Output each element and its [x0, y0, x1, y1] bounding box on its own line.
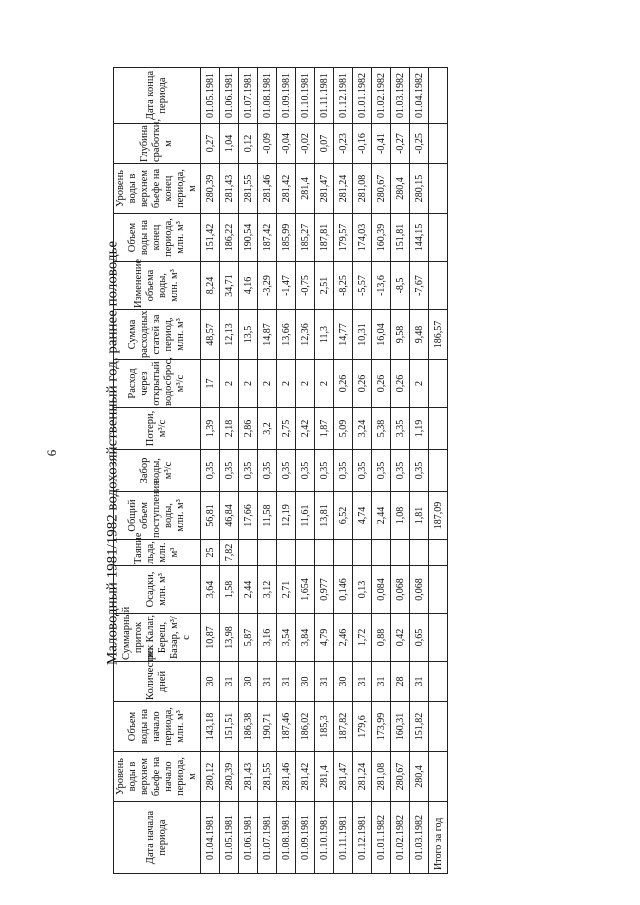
empty-cell	[429, 360, 448, 408]
cell-days: 30	[296, 662, 315, 702]
cell-volume-start: 185,3	[315, 702, 334, 752]
cell-inflow: 2,46	[334, 614, 353, 662]
cell-date-start: 01.09.1981	[296, 802, 315, 874]
column-header-date-start: Дата начала периода	[114, 802, 201, 874]
cell-date-start: 01.11.1981	[334, 802, 353, 874]
cell-volume-end: 144,15	[410, 214, 429, 262]
cell-level-end: 281,24	[334, 164, 353, 214]
cell-level-end: 281,43	[220, 164, 239, 214]
cell-total-inflow: 13,81	[315, 492, 334, 540]
cell-date-end: 01.12.1981	[334, 68, 353, 124]
cell-precip: 0,13	[353, 566, 372, 614]
column-header-precip: Осадки, млн. м³	[114, 566, 201, 614]
cell-volume-end: 186,22	[220, 214, 239, 262]
column-header-volume-end: Объем воды на конец периода, млн. м³	[114, 214, 201, 262]
cell-spillway: 2	[239, 360, 258, 408]
cell-days: 31	[277, 662, 296, 702]
cell-withdrawal: 0,35	[315, 450, 334, 492]
cell-ice	[277, 540, 296, 566]
empty-cell	[429, 662, 448, 702]
cell-date-start: 01.10.1981	[315, 802, 334, 874]
cell-inflow: 13,98	[220, 614, 239, 662]
cell-withdrawal: 0,35	[334, 450, 353, 492]
cell-precip: 0,146	[334, 566, 353, 614]
cell-drawdown: -0,09	[258, 124, 277, 164]
column-header-date-end: Дата конца периода	[114, 68, 201, 124]
cell-volume-start: 160,31	[391, 702, 410, 752]
cell-outflow-sum: 12,36	[296, 310, 315, 360]
cell-volume-start: 186,38	[239, 702, 258, 752]
cell-level-start: 281,47	[334, 752, 353, 802]
cell-volume-end: 187,42	[258, 214, 277, 262]
cell-volume-start: 151,51	[220, 702, 239, 752]
cell-losses: 1,87	[315, 408, 334, 450]
cell-inflow: 0,88	[372, 614, 391, 662]
cell-drawdown: 0,07	[315, 124, 334, 164]
total-label: Итого за год	[429, 802, 448, 874]
total-outflow-value: 186,57	[429, 310, 448, 360]
cell-date-end: 01.11.1981	[315, 68, 334, 124]
cell-level-end: 281,55	[239, 164, 258, 214]
cell-date-end: 01.04.1982	[410, 68, 429, 124]
cell-outflow-sum: 9,48	[410, 310, 429, 360]
cell-volume-change: -7,67	[410, 262, 429, 310]
cell-level-start: 280,4	[410, 752, 429, 802]
cell-date-start: 01.12.1981	[353, 802, 372, 874]
cell-volume-change: -8,25	[334, 262, 353, 310]
cell-withdrawal: 0,35	[220, 450, 239, 492]
cell-drawdown: 1,04	[220, 124, 239, 164]
cell-spillway: 0,26	[372, 360, 391, 408]
column-header-drawdown: Глубина сработки, м	[114, 124, 201, 164]
cell-total-inflow: 1,08	[391, 492, 410, 540]
cell-date-start: 01.06.1981	[239, 802, 258, 874]
cell-precip: 3,64	[201, 566, 220, 614]
cell-spillway: 2	[220, 360, 239, 408]
empty-cell	[429, 68, 448, 124]
cell-days: 30	[334, 662, 353, 702]
cell-inflow: 0,65	[410, 614, 429, 662]
cell-outflow-sum: 14,87	[258, 310, 277, 360]
cell-date-start: 01.04.1981	[201, 802, 220, 874]
total-inflow-value: 187,09	[429, 492, 448, 540]
cell-outflow-sum: 16,04	[372, 310, 391, 360]
cell-level-end: 280,39	[201, 164, 220, 214]
cell-drawdown: 0,27	[201, 124, 220, 164]
cell-volume-end: 187,81	[315, 214, 334, 262]
column-header-total-inflow: Общий объем поступления воды, млн. м³	[114, 492, 201, 540]
cell-total-inflow: 12,19	[277, 492, 296, 540]
cell-total-inflow: 1,81	[410, 492, 429, 540]
cell-level-end: 281,47	[315, 164, 334, 214]
cell-losses: 1,39	[201, 408, 220, 450]
cell-precip: 3,12	[258, 566, 277, 614]
cell-outflow-sum: 9,58	[391, 310, 410, 360]
cell-outflow-sum: 10,31	[353, 310, 372, 360]
cell-inflow: 3,54	[277, 614, 296, 662]
cell-date-end: 01.03.1982	[391, 68, 410, 124]
cell-precip: 2,71	[277, 566, 296, 614]
cell-days: 28	[391, 662, 410, 702]
table-row	[277, 68, 296, 874]
cell-volume-start: 179,6	[353, 702, 372, 752]
cell-volume-start: 186,02	[296, 702, 315, 752]
column-header-volume-change: Изменение объема воды, млн. м³	[114, 262, 201, 310]
cell-withdrawal: 0,35	[201, 450, 220, 492]
cell-outflow-sum: 13,5	[239, 310, 258, 360]
cell-losses: 2,42	[296, 408, 315, 450]
cell-losses: 3,2	[258, 408, 277, 450]
cell-ice	[391, 540, 410, 566]
table-row	[220, 68, 239, 874]
cell-outflow-sum: 13,66	[277, 310, 296, 360]
cell-losses: 3,24	[353, 408, 372, 450]
empty-cell	[429, 164, 448, 214]
cell-total-inflow: 46,84	[220, 492, 239, 540]
empty-cell	[429, 752, 448, 802]
empty-cell	[429, 614, 448, 662]
cell-ice	[239, 540, 258, 566]
cell-ice: 25	[201, 540, 220, 566]
cell-date-end: 01.07.1981	[239, 68, 258, 124]
cell-spillway: 2	[296, 360, 315, 408]
column-header-spillway: Расход через открытый водосброс, м³/с	[114, 360, 201, 408]
cell-date-end: 01.01.1982	[353, 68, 372, 124]
column-header-volume-start: Объем воды на начало периода, млн. м³	[114, 702, 201, 752]
cell-level-end: 281,46	[258, 164, 277, 214]
cell-inflow: 10,87	[201, 614, 220, 662]
cell-total-inflow: 11,61	[296, 492, 315, 540]
cell-volume-change: -8,5	[391, 262, 410, 310]
cell-date-start: 01.05.1981	[220, 802, 239, 874]
cell-volume-change: -13,6	[372, 262, 391, 310]
cell-withdrawal: 0,35	[258, 450, 277, 492]
cell-level-end: 281,08	[353, 164, 372, 214]
cell-level-start: 281,43	[239, 752, 258, 802]
cell-spillway: 2	[410, 360, 429, 408]
cell-inflow: 0,42	[391, 614, 410, 662]
cell-withdrawal: 0,35	[239, 450, 258, 492]
cell-volume-change: -3,29	[258, 262, 277, 310]
empty-cell	[429, 262, 448, 310]
cell-volume-end: 179,57	[334, 214, 353, 262]
cell-date-end: 01.05.1981	[201, 68, 220, 124]
cell-total-inflow: 11,58	[258, 492, 277, 540]
column-header-days: Количество дней	[114, 662, 201, 702]
table-row	[201, 68, 220, 874]
cell-inflow: 1,72	[353, 614, 372, 662]
empty-cell	[429, 702, 448, 752]
cell-ice	[334, 540, 353, 566]
cell-level-start: 281,46	[277, 752, 296, 802]
cell-volume-change: 34,71	[220, 262, 239, 310]
cell-date-end: 01.08.1981	[258, 68, 277, 124]
cell-drawdown: -0,02	[296, 124, 315, 164]
cell-withdrawal: 0,35	[372, 450, 391, 492]
cell-volume-start: 151,82	[410, 702, 429, 752]
cell-level-end: 280,4	[391, 164, 410, 214]
cell-inflow: 4,79	[315, 614, 334, 662]
cell-ice	[372, 540, 391, 566]
column-header-ice: Таяние льда, млн. м³	[114, 540, 201, 566]
cell-drawdown: -0,25	[410, 124, 429, 164]
table-row	[410, 68, 429, 874]
cell-date-start: 01.03.1982	[410, 802, 429, 874]
cell-drawdown: -0,04	[277, 124, 296, 164]
cell-volume-end: 185,27	[296, 214, 315, 262]
cell-withdrawal: 0,35	[277, 450, 296, 492]
cell-days: 31	[258, 662, 277, 702]
cell-precip: 2,44	[239, 566, 258, 614]
cell-inflow: 3,16	[258, 614, 277, 662]
cell-date-start: 01.02.1982	[391, 802, 410, 874]
cell-drawdown: 0,12	[239, 124, 258, 164]
cell-volume-start: 190,71	[258, 702, 277, 752]
empty-cell	[429, 566, 448, 614]
empty-cell	[429, 450, 448, 492]
cell-date-end: 01.10.1981	[296, 68, 315, 124]
cell-level-end: 281,42	[277, 164, 296, 214]
cell-precip: 1,654	[296, 566, 315, 614]
cell-ice	[258, 540, 277, 566]
table-container	[113, 68, 444, 874]
cell-losses: 1,19	[410, 408, 429, 450]
cell-spillway: 2	[277, 360, 296, 408]
cell-days: 31	[410, 662, 429, 702]
cell-volume-start: 187,46	[277, 702, 296, 752]
empty-cell	[429, 540, 448, 566]
cell-spillway: 0,26	[391, 360, 410, 408]
cell-days: 31	[220, 662, 239, 702]
cell-volume-change: 4,16	[239, 262, 258, 310]
cell-drawdown: -0,23	[334, 124, 353, 164]
cell-losses: 5,38	[372, 408, 391, 450]
table-row	[353, 68, 372, 874]
page-number: 6	[44, 449, 59, 457]
cell-volume-start: 173,99	[372, 702, 391, 752]
column-header-level-end: Уровень воды в верхнем бьефе на конец периода, м	[114, 164, 201, 214]
cell-level-start: 281,55	[258, 752, 277, 802]
cell-level-start: 280,67	[391, 752, 410, 802]
cell-withdrawal: 0,35	[353, 450, 372, 492]
cell-total-inflow: 6,52	[334, 492, 353, 540]
cell-drawdown: -0,27	[391, 124, 410, 164]
cell-inflow: 5,87	[239, 614, 258, 662]
cell-ice	[296, 540, 315, 566]
cell-precip: 0,068	[410, 566, 429, 614]
column-header-inflow: Суммарный приток рек Калаг, Береш, Базар, м³/с	[114, 614, 201, 662]
column-header-level-start: Уровень воды в верхнем бьефе на начало периода, м	[114, 752, 201, 802]
cell-ice	[353, 540, 372, 566]
cell-spillway: 17	[201, 360, 220, 408]
empty-cell	[429, 408, 448, 450]
cell-days: 31	[315, 662, 334, 702]
table-row	[296, 68, 315, 874]
cell-ice	[410, 540, 429, 566]
cell-total-inflow: 56,81	[201, 492, 220, 540]
cell-volume-change: 8,24	[201, 262, 220, 310]
column-header-losses: Потери, м³/с	[114, 408, 201, 450]
cell-ice	[315, 540, 334, 566]
cell-volume-end: 160,39	[372, 214, 391, 262]
cell-date-start: 01.08.1981	[277, 802, 296, 874]
table-row	[391, 68, 410, 874]
cell-outflow-sum: 14,77	[334, 310, 353, 360]
cell-withdrawal: 0,35	[296, 450, 315, 492]
cell-days: 30	[239, 662, 258, 702]
column-header-withdrawal: Забор воды, м³/с	[114, 450, 201, 492]
cell-level-start: 281,24	[353, 752, 372, 802]
cell-losses: 2,75	[277, 408, 296, 450]
cell-outflow-sum: 48,57	[201, 310, 220, 360]
cell-volume-change: -0,75	[296, 262, 315, 310]
cell-total-inflow: 4,74	[353, 492, 372, 540]
water-balance-table	[113, 67, 448, 874]
cell-losses: 2,86	[239, 408, 258, 450]
cell-spillway: 2	[315, 360, 334, 408]
cell-level-start: 280,39	[220, 752, 239, 802]
cell-precip: 0,068	[391, 566, 410, 614]
cell-level-start: 281,4	[315, 752, 334, 802]
table-row	[239, 68, 258, 874]
cell-volume-end: 174,03	[353, 214, 372, 262]
cell-days: 30	[201, 662, 220, 702]
cell-date-end: 01.02.1982	[372, 68, 391, 124]
cell-withdrawal: 0,35	[410, 450, 429, 492]
cell-level-end: 280,15	[410, 164, 429, 214]
cell-date-start: 01.01.1982	[372, 802, 391, 874]
cell-level-end: 280,67	[372, 164, 391, 214]
cell-level-end: 281,4	[296, 164, 315, 214]
cell-losses: 3,35	[391, 408, 410, 450]
cell-total-inflow: 17,66	[239, 492, 258, 540]
cell-volume-end: 151,81	[391, 214, 410, 262]
cell-level-start: 280,12	[201, 752, 220, 802]
cell-volume-change: -5,57	[353, 262, 372, 310]
cell-spillway: 0,26	[353, 360, 372, 408]
cell-drawdown: -0,16	[353, 124, 372, 164]
table-row	[372, 68, 391, 874]
cell-losses: 5,09	[334, 408, 353, 450]
cell-ice: 7,82	[220, 540, 239, 566]
cell-withdrawal: 0,35	[391, 450, 410, 492]
cell-level-start: 281,08	[372, 752, 391, 802]
cell-precip: 0,084	[372, 566, 391, 614]
empty-cell	[429, 214, 448, 262]
cell-volume-end: 190,54	[239, 214, 258, 262]
cell-inflow: 3,84	[296, 614, 315, 662]
page-title: Маловодный 1981/1982 водохозяйственный год, раннее половодье	[104, 240, 121, 666]
cell-volume-end: 151,42	[201, 214, 220, 262]
total-row	[429, 68, 448, 874]
cell-volume-end: 185,99	[277, 214, 296, 262]
table-row	[334, 68, 353, 874]
cell-total-inflow: 2,44	[372, 492, 391, 540]
cell-date-end: 01.09.1981	[277, 68, 296, 124]
cell-losses: 2,18	[220, 408, 239, 450]
cell-spillway: 2	[258, 360, 277, 408]
table-row	[315, 68, 334, 874]
cell-volume-change: -1,47	[277, 262, 296, 310]
cell-drawdown: -0,41	[372, 124, 391, 164]
cell-date-start: 01.07.1981	[258, 802, 277, 874]
cell-volume-change: 2,51	[315, 262, 334, 310]
cell-outflow-sum: 12,13	[220, 310, 239, 360]
cell-spillway: 0,26	[334, 360, 353, 408]
cell-volume-start: 187,82	[334, 702, 353, 752]
cell-volume-start: 143,18	[201, 702, 220, 752]
cell-outflow-sum: 11,3	[315, 310, 334, 360]
cell-precip: 0,977	[315, 566, 334, 614]
cell-days: 31	[372, 662, 391, 702]
table-row	[258, 68, 277, 874]
cell-date-end: 01.06.1981	[220, 68, 239, 124]
column-header-outflow-sum: Сумма расходных статей за период, млн. м³	[114, 310, 201, 360]
empty-cell	[429, 124, 448, 164]
cell-level-start: 281,42	[296, 752, 315, 802]
cell-precip: 1,58	[220, 566, 239, 614]
cell-days: 31	[353, 662, 372, 702]
